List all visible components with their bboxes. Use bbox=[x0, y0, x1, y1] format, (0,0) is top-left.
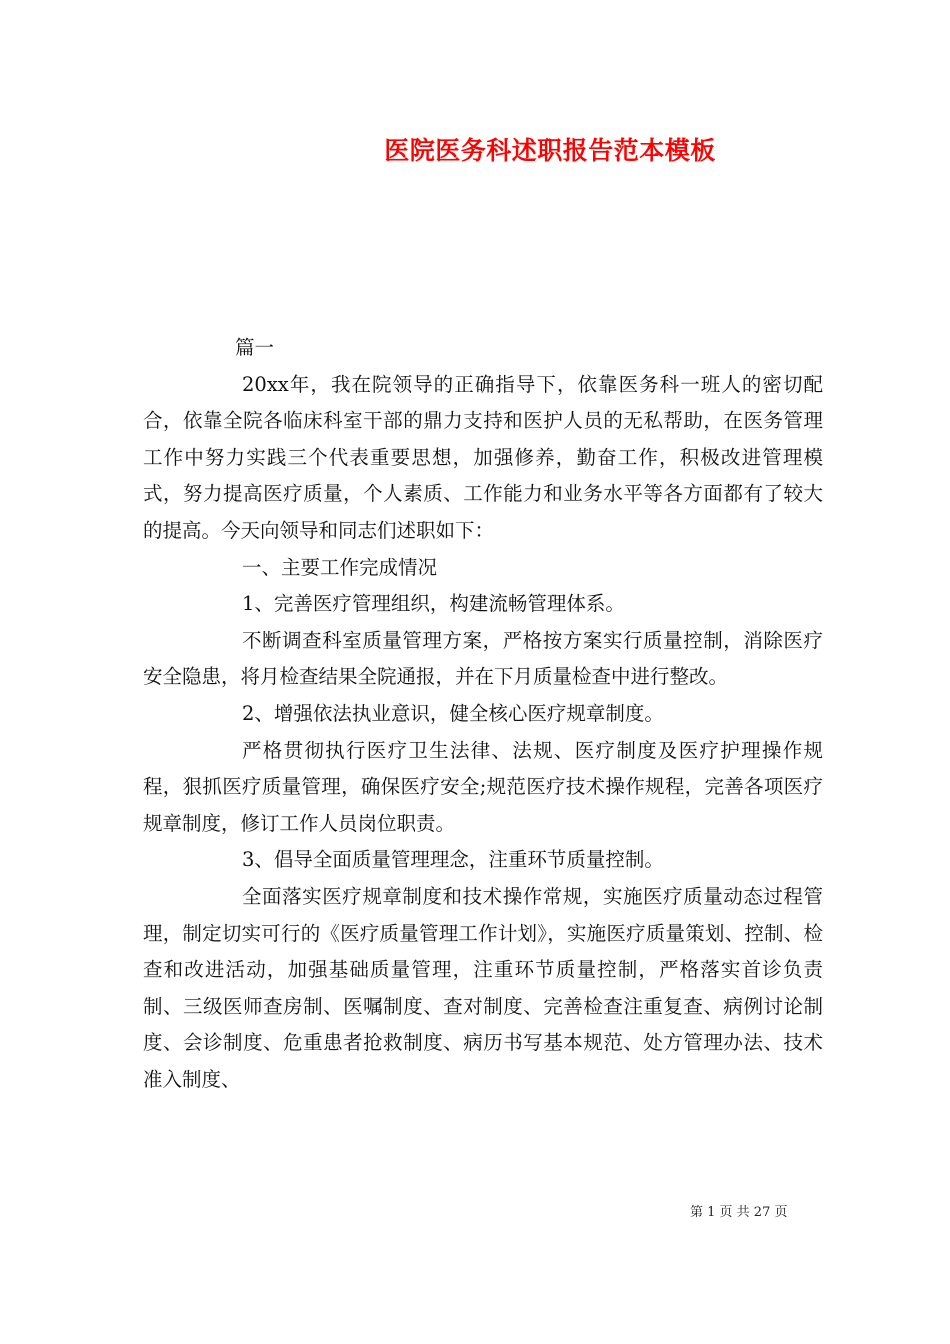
subheading-1: 1、完善医疗管理组织，构建流畅管理体系。 bbox=[242, 592, 625, 616]
heading-main-work: 一、主要工作完成情况 bbox=[242, 555, 438, 579]
section-label: 篇一 bbox=[235, 336, 275, 359]
subheading-2: 2、增强依法执业意识，健全核心医疗规章制度。 bbox=[242, 701, 664, 725]
paragraph-intro: 20xx年，我在院领导的正确指导下，依靠医务科一班人的密切配合，依靠全院各临床科室干部的鼎力支持和医护人员的无私帮助，在医务管理工作中努力实践三个代表重要思想，加强修养，勤奋工作，积极改进管理模式，努力提高医疗质量，个人素质、工作能力和业务水平等各方面都有了较大的提高。今天向领导和同志们述职如下： bbox=[143, 372, 823, 542]
page-number-footer: 第 1 页 共 27 页 bbox=[690, 1205, 788, 1220]
document-body bbox=[143, 330, 823, 1098]
document-title: 医院医务科述职报告范本模板 bbox=[384, 136, 716, 165]
paragraph-2: 严格贯彻执行医疗卫生法律、法规、医疗制度及医疗护理操作规程，狠抓医疗质量管理，确保医疗安全;规范医疗技术操作规程，完善各项医疗规章制度，修订工作人员岗位职责。 bbox=[143, 738, 823, 835]
paragraph-3: 全面落实医疗规章制度和技术操作常规，实施医疗质量动态过程管理，制定切实可行的《医疗质量管理工作计划》，实施医疗质量策划、控制、检查和改进活动，加强基础质量管理，注重环节质量控制，严格落实首诊负责制、三级医师查房制、医嘱制度、查对制度、完善检查注重复查、病例讨论制度、会诊制度、危重患者抢救制度、病历书写基本规范、处方管理办法、技术准入制度、 bbox=[143, 884, 823, 1091]
paragraph-1: 不断调查科室质量管理方案，严格按方案实行质量控制，消除医疗安全隐患，将月检查结果全院通报，并在下月质量检查中进行整改。 bbox=[143, 628, 823, 689]
subheading-3: 3、倡导全面质量管理理念，注重环节质量控制。 bbox=[242, 848, 664, 872]
